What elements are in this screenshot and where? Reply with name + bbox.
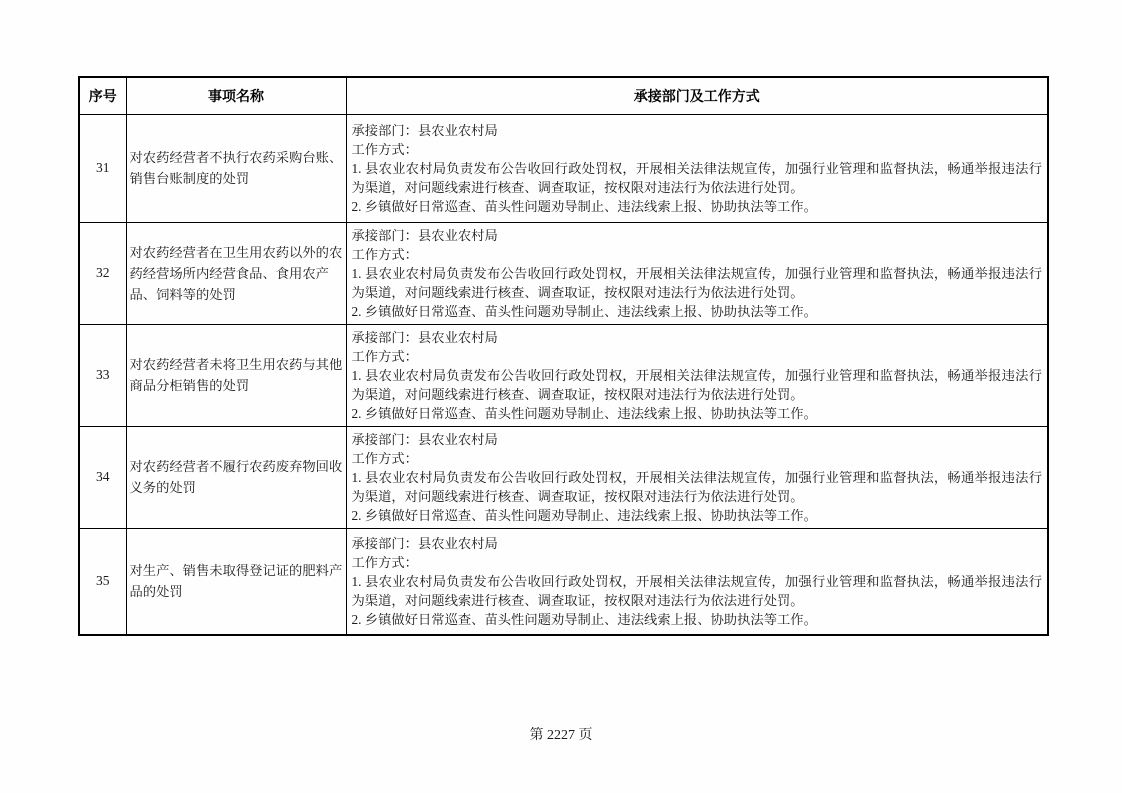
detail-line: 工作方式： (351, 450, 418, 466)
column-header-department-and-method: 承接部门及工作方式 (346, 77, 1048, 114)
detail-line: 2. 乡镇做好日常巡查、苗头性问题劝导制止、违法线索上报、协助执法等工作。 (351, 198, 817, 214)
detail-line: 1. 县农业农村局负责发布公告收回行政处罚权，开展相关法律法规宣传，加强行业管理和监督执法，畅通举报违法行为渠道，对问题线索进行核查、调查取证，按权限对违法行为依法进行处罚。 (351, 573, 1042, 608)
row-serial-number: 34 (79, 426, 126, 528)
row-department-and-method (346, 324, 1048, 426)
column-header-item-name: 事项名称 (126, 77, 346, 114)
detail-line: 承接部门：县农业农村局 (351, 431, 498, 447)
table-body (79, 114, 1048, 635)
row-serial-number: 31 (79, 114, 126, 222)
detail-line: 1. 县农业农村局负责发布公告收回行政处罚权，开展相关法律法规宣传，加强行业管理和监督执法，畅通举报违法行为渠道，对问题线索进行核查、调查取证，按权限对违法行为依法进行处罚。 (351, 367, 1042, 402)
table-row (79, 222, 1048, 324)
table-row (79, 528, 1048, 635)
detail-line: 工作方式： (351, 141, 418, 157)
row-item-name: 对农药经营者不执行农药采购台账、销售台账制度的处罚 (126, 114, 346, 222)
detail-line: 承接部门：县农业农村局 (351, 227, 498, 243)
row-department-and-method (346, 426, 1048, 528)
row-serial-number: 32 (79, 222, 126, 324)
detail-line: 1. 县农业农村局负责发布公告收回行政处罚权，开展相关法律法规宣传，加强行业管理和监督执法，畅通举报违法行为渠道，对问题线索进行核查、调查取证，按权限对违法行为依法进行处罚。 (351, 469, 1042, 504)
page-number: 第 2227 页 (529, 728, 593, 743)
row-item-name: 对生产、销售未取得登记证的肥料产品的处罚 (126, 528, 346, 635)
detail-line: 承接部门：县农业农村局 (351, 329, 498, 345)
row-department-and-method (346, 528, 1048, 635)
detail-line: 2. 乡镇做好日常巡查、苗头性问题劝导制止、违法线索上报、协助执法等工作。 (351, 611, 817, 627)
detail-line: 工作方式： (351, 554, 418, 570)
detail-line: 工作方式： (351, 246, 418, 262)
row-department-and-method (346, 222, 1048, 324)
row-serial-number: 33 (79, 324, 126, 426)
detail-line: 2. 乡镇做好日常巡查、苗头性问题劝导制止、违法线索上报、协助执法等工作。 (351, 507, 817, 523)
table-row (79, 324, 1048, 426)
row-item-name: 对农药经营者在卫生用农药以外的农药经营场所内经营食品、食用农产品、饲料等的处罚 (126, 222, 346, 324)
table-row (79, 114, 1048, 222)
column-header-serial-number: 序号 (79, 77, 126, 114)
table-header-row (79, 77, 1048, 114)
table-row (79, 426, 1048, 528)
detail-line: 2. 乡镇做好日常巡查、苗头性问题劝导制止、违法线索上报、协助执法等工作。 (351, 405, 817, 421)
row-item-name: 对农药经营者不履行农药废弃物回收义务的处罚 (126, 426, 346, 528)
row-item-name: 对农药经营者未将卫生用农药与其他商品分柜销售的处罚 (126, 324, 346, 426)
detail-line: 承接部门：县农业农村局 (351, 122, 498, 138)
row-serial-number: 35 (79, 528, 126, 635)
detail-line: 1. 县农业农村局负责发布公告收回行政处罚权，开展相关法律法规宣传，加强行业管理和监督执法，畅通举报违法行为渠道，对问题线索进行核查、调查取证，按权限对违法行为依法进行处罚。 (351, 160, 1042, 195)
detail-line: 1. 县农业农村局负责发布公告收回行政处罚权，开展相关法律法规宣传，加强行业管理和监督执法，畅通举报违法行为渠道，对问题线索进行核查、调查取证，按权限对违法行为依法进行处罚。 (351, 265, 1042, 300)
detail-line: 工作方式： (351, 348, 418, 364)
row-department-and-method (346, 114, 1048, 222)
detail-line: 承接部门：县农业农村局 (351, 535, 498, 551)
penalty-items-table (78, 76, 1049, 636)
detail-line: 2. 乡镇做好日常巡查、苗头性问题劝导制止、违法线索上报、协助执法等工作。 (351, 303, 817, 319)
